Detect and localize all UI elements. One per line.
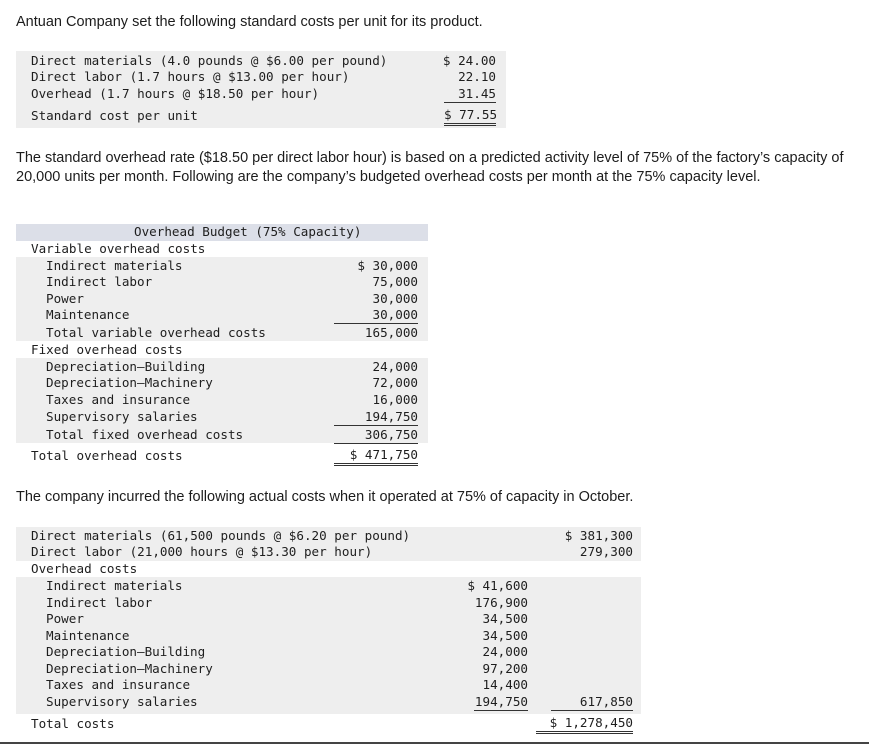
actual-item-label: Power xyxy=(46,611,84,626)
variable-total-amount: 165,000 xyxy=(364,325,418,340)
actual-item-amount: 24,000 xyxy=(482,644,528,659)
actual-total-amount: $ 1,278,450 xyxy=(536,715,633,734)
fixed-total-label: Total fixed overhead costs xyxy=(46,427,244,442)
std-total-label: Standard cost per unit xyxy=(31,108,198,123)
budget-item-label: Depreciation—Machinery xyxy=(46,375,213,390)
std-row-label: Direct labor (1.7 hours @ $13.00 per hour) xyxy=(31,69,350,84)
std-row-label: Overhead (1.7 hours @ $18.50 per hour) xyxy=(31,86,320,101)
budget-item-amount: 16,000 xyxy=(372,392,418,407)
actual-overhead-total: 617,850 xyxy=(551,694,633,711)
budget-item-amount: 194,750 xyxy=(334,409,418,426)
budget-total-label: Total overhead costs xyxy=(31,448,183,463)
actual-item-amount: $ 41,600 xyxy=(467,578,528,593)
actual-item-amount: 176,900 xyxy=(474,595,528,610)
budget-total-amount: $ 471,750 xyxy=(334,447,418,466)
actual-item-amount: 14,400 xyxy=(482,677,528,692)
std-total-amount: $ 77.55 xyxy=(444,107,496,126)
actual-item-label: Taxes and insurance xyxy=(46,677,191,692)
fixed-heading: Fixed overhead costs xyxy=(31,342,183,357)
budget-item-label: Indirect labor xyxy=(46,274,153,289)
budget-item-amount: 72,000 xyxy=(372,375,418,390)
intro-text: Antuan Company set the following standard costs per unit for its product. xyxy=(16,14,483,30)
budget-item-label: Supervisory salaries xyxy=(46,409,198,424)
actual-item-label: Maintenance xyxy=(46,628,130,643)
bottom-border xyxy=(0,742,869,744)
actual-item-amount: 34,500 xyxy=(482,611,528,626)
overhead-budget-table xyxy=(16,224,428,466)
budget-title: Overhead Budget (75% Capacity) xyxy=(134,224,362,239)
actual-total-label: Total costs xyxy=(31,716,115,731)
actual-overhead-heading: Overhead costs xyxy=(31,561,138,576)
std-row-amount: 31.45 xyxy=(444,86,496,103)
std-row-label: Direct materials (4.0 pounds @ $6.00 per pound) xyxy=(31,53,388,68)
actual-costs-table xyxy=(16,527,641,737)
actual-costs-intro: The company incurred the following actual costs when it operated at 75% of capacity in October. xyxy=(16,489,634,505)
budget-item-label: Depreciation—Building xyxy=(46,359,206,374)
budget-item-amount: 30,000 xyxy=(372,291,418,306)
budget-item-amount: 30,000 xyxy=(334,307,418,324)
actual-dl-label: Direct labor (21,000 hours @ $13.30 per hour) xyxy=(31,544,373,559)
fixed-total-amount: 306,750 xyxy=(334,427,418,444)
budget-item-label: Taxes and insurance xyxy=(46,392,191,407)
budget-item-amount: 24,000 xyxy=(372,359,418,374)
actual-item-label: Indirect materials xyxy=(46,578,183,593)
overhead-rate-paragraph: The standard overhead rate ($18.50 per direct labor hour) is based on a predicted activity level of 75% of the factory’s capacity of 20,000 units per month. Following are the company’s budgeted overhead costs per month at the 75% capacity level. xyxy=(16,150,844,185)
variable-heading: Variable overhead costs xyxy=(31,241,206,256)
budget-item-label: Indirect materials xyxy=(46,258,183,273)
actual-item-label: Depreciation—Machinery xyxy=(46,661,213,676)
actual-dm-amount: $ 381,300 xyxy=(564,528,633,543)
actual-item-amount: 97,200 xyxy=(482,661,528,676)
budget-item-amount: $ 30,000 xyxy=(357,258,418,273)
actual-dl-amount: 279,300 xyxy=(579,544,633,559)
actual-item-label: Indirect labor xyxy=(46,595,153,610)
actual-item-label: Depreciation—Building xyxy=(46,644,206,659)
actual-item-label: Supervisory salaries xyxy=(46,694,198,709)
standard-cost-table xyxy=(16,51,506,128)
budget-item-amount: 75,000 xyxy=(372,274,418,289)
actual-item-amount: 34,500 xyxy=(482,628,528,643)
actual-item-amount: 194,750 xyxy=(474,694,528,709)
std-row-amount: $ 24.00 xyxy=(442,53,496,68)
variable-total-label: Total variable overhead costs xyxy=(46,325,266,340)
budget-item-label: Power xyxy=(46,291,84,306)
budget-item-label: Maintenance xyxy=(46,307,130,322)
std-row-amount: 22.10 xyxy=(458,69,496,84)
actual-dm-label: Direct materials (61,500 pounds @ $6.20 per pound) xyxy=(31,528,411,543)
